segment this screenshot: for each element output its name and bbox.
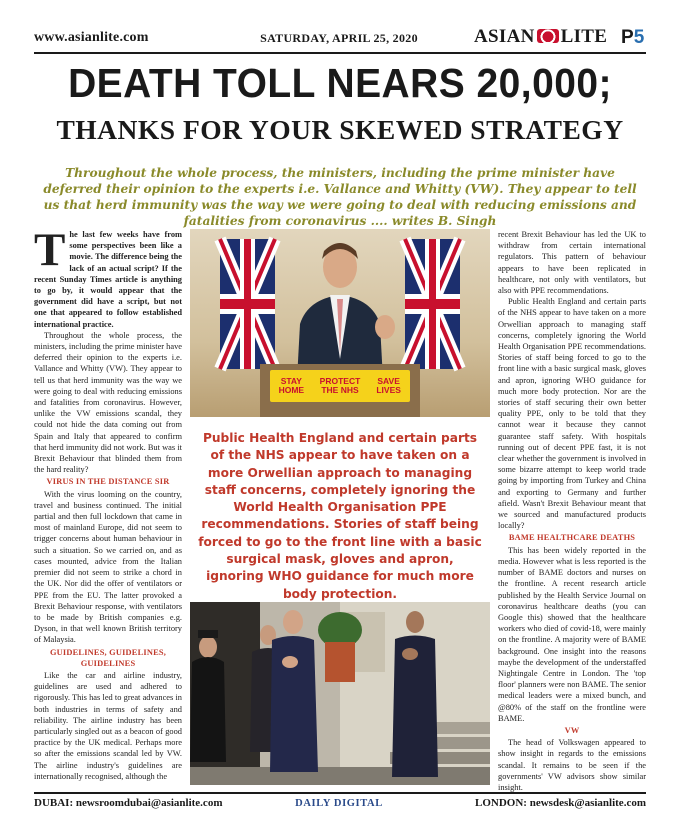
- union-flag-right-icon: [405, 239, 460, 369]
- paragraph: The head of Volkswagen appeared to show insight in regards to the emissions scandal. It remains to be seen if the governments' VW advisors show similar insight.: [498, 738, 646, 792]
- photo-ministers-clapping: [190, 602, 490, 785]
- paragraph: Throughout the whole process, the ministers, including the prime minister have deferred their opinion to the experts i.e. Vallance and Whitty (VW). They appear to tell us that herd immunity was the way we were going to deal with reducing emissions and fatalities from coronavirus. However, unlike the VW emissions scandal, they could not hide the data coming out from Spain and Italy that appeared to confirm that herd immunity did not work. But was it Brexit Behaviour that blinded them from the hard reality?: [34, 330, 182, 475]
- footer-edition: DAILY DIGITAL: [295, 798, 383, 809]
- pull-quote: Public Health England and certain parts of the NHS appear to have taken on a more Orwellian approach to managing staff concerns, completely ignoring the World Health Organisation PPE recommendations. Stories of staff being forced to go to the front line with a basic surgical mask, gloves and apron, ignoring WHO guidance for much more body protection.: [198, 431, 482, 601]
- drop-cap: T: [34, 224, 66, 276]
- issue-date: SATURDAY, APRIL 25, 2020: [260, 31, 418, 45]
- sign-text-3: SAVE LIVES: [376, 376, 401, 395]
- logo-right: LITE: [560, 26, 608, 47]
- page-letter: P: [621, 27, 634, 48]
- paragraph: Public Health England and certain parts of the NHS appear to have taken on a more Orwellian approach to managing staff concerns, completely ignoring the World Health Organisation PPE recommendations. Stories of staff being forced to go to the front line with a basic surgical mask, gloves and apron, ignoring WHO guidance for much more body protection. Nor are the stories of staff securing their own better quality PPE, only to be told that they cannot wear it because they cannot guarantee staff safety. With hospitals running out of decent PPE fast, it is not clear whether the government is involved in some bizarre attempt to keep world trade going by importing from Turkey and China and exporting to Germany and further afield. Wasn't Brexit Behaviour meant that we sourced and manufactured products locally?: [498, 297, 646, 531]
- footer: [34, 797, 646, 813]
- publication-logo: [474, 26, 607, 48]
- subheadline: THANKS FOR YOUR SKEWED STRATEGY: [56, 114, 624, 145]
- page-number: [621, 27, 644, 49]
- paragraph: recent Brexit Behaviour has led the UK to withdraw from certain international regulators. This pattern of behaviour appears to have been replicated in healthcare, not only with ventilators, but also with PPE recommendations.: [498, 230, 646, 296]
- podium-sign: [270, 370, 410, 402]
- logo-emblem-icon: [537, 29, 559, 43]
- paragraph: With the virus looming on the country, travel and business continued. The initial partial and then full lockdown that came in most of mainland Europe, did not seem to trigger concerns about human behaviour in such a situation. So we carried on, and as cases mounted, advice from the Italian premier did not seem to strike a chord in the UK. Nor did the offer of ventilators or PPE from the EU. The latter provoked a Brexit Behaviour response, with ventilators to be made by British companies e.g. Dyson, in that well known British territory of Malaysia.: [34, 489, 182, 645]
- standfirst: Throughout the whole process, the ministers, including the prime minister have deferred their opinion to the experts i.e. Vallance and Whitty (VW). They appear to tell us that herd immunity was the way we were going to deal with reducing emissions and fatalities from coronavirus .... writes B. Singh: [43, 166, 637, 228]
- footer-rule: [34, 792, 646, 794]
- article-column-3: [498, 229, 646, 793]
- sign-text-2: PROTECT THE NHS: [319, 376, 361, 395]
- paragraph: This has been widely reported in the media. However what is less reported is the number of BAME doctors and nurses on the frontline. A recent research article published by the Health Service Journal on coronavirus healthcare deaths (you can Google this) showed that the healthcare workers who died of covid-18, were mainly on the frontline. A majority were of BAME background. One insight into the reasons maybe the development of the understaffed Nightingale Centre in London. The 'top floor' planners were non BAME. The senior medical leaders were a mixed bunch, and @80% of the staff on the frontline were BAME.: [498, 545, 646, 723]
- logo-left: ASIAN: [474, 26, 535, 47]
- photo-minister-briefing: [190, 229, 490, 417]
- section-subhead: BAME HEALTHCARE DEATHS: [508, 533, 636, 543]
- lead-text: he last few weeks have from some perspectives been like a movie. The difference being the lack of an actual script? If the recent Sunday Times article is anything to go by, it would appear that the government did have a script, but not one that appeared to follow established international practice.: [34, 230, 182, 329]
- footer-london-email[interactable]: LONDON: newsdesk@asianlite.com: [475, 797, 646, 809]
- section-subhead: GUIDELINES, GUIDELINES, GUIDELINES: [49, 647, 167, 668]
- union-flag-left-icon: [220, 239, 275, 369]
- masthead-bar: [34, 26, 646, 50]
- paragraph: Like the car and airline industry, guidelines are used and adhered to rigorously. This has led to great advances in both industries in terms of safety and reliability. The airline industry has been particularly singled out as a beacon of good practice by the UK medical. Perhaps more so after the emissions scandal led by VW. The airline industry's guidelines are internationally recognised, although the: [34, 670, 182, 781]
- section-subhead: VIRUS IN THE DISTANCE SIR: [46, 477, 170, 487]
- photo-clapping-illustration: [190, 602, 490, 785]
- sign-text-1: STAY HOME: [278, 376, 305, 395]
- page-digit: 5: [633, 27, 645, 48]
- website-url[interactable]: www.asianlite.com: [34, 30, 149, 45]
- section-subhead: VW: [564, 725, 580, 735]
- article-column-1: [34, 224, 182, 782]
- lead-paragraph: [34, 224, 182, 330]
- header-rule: [34, 52, 646, 54]
- footer-dubai-email[interactable]: DUBAI: newsroomdubai@asianlite.com: [34, 797, 223, 809]
- headline: DEATH TOLL NEARS 20,000;: [68, 60, 612, 106]
